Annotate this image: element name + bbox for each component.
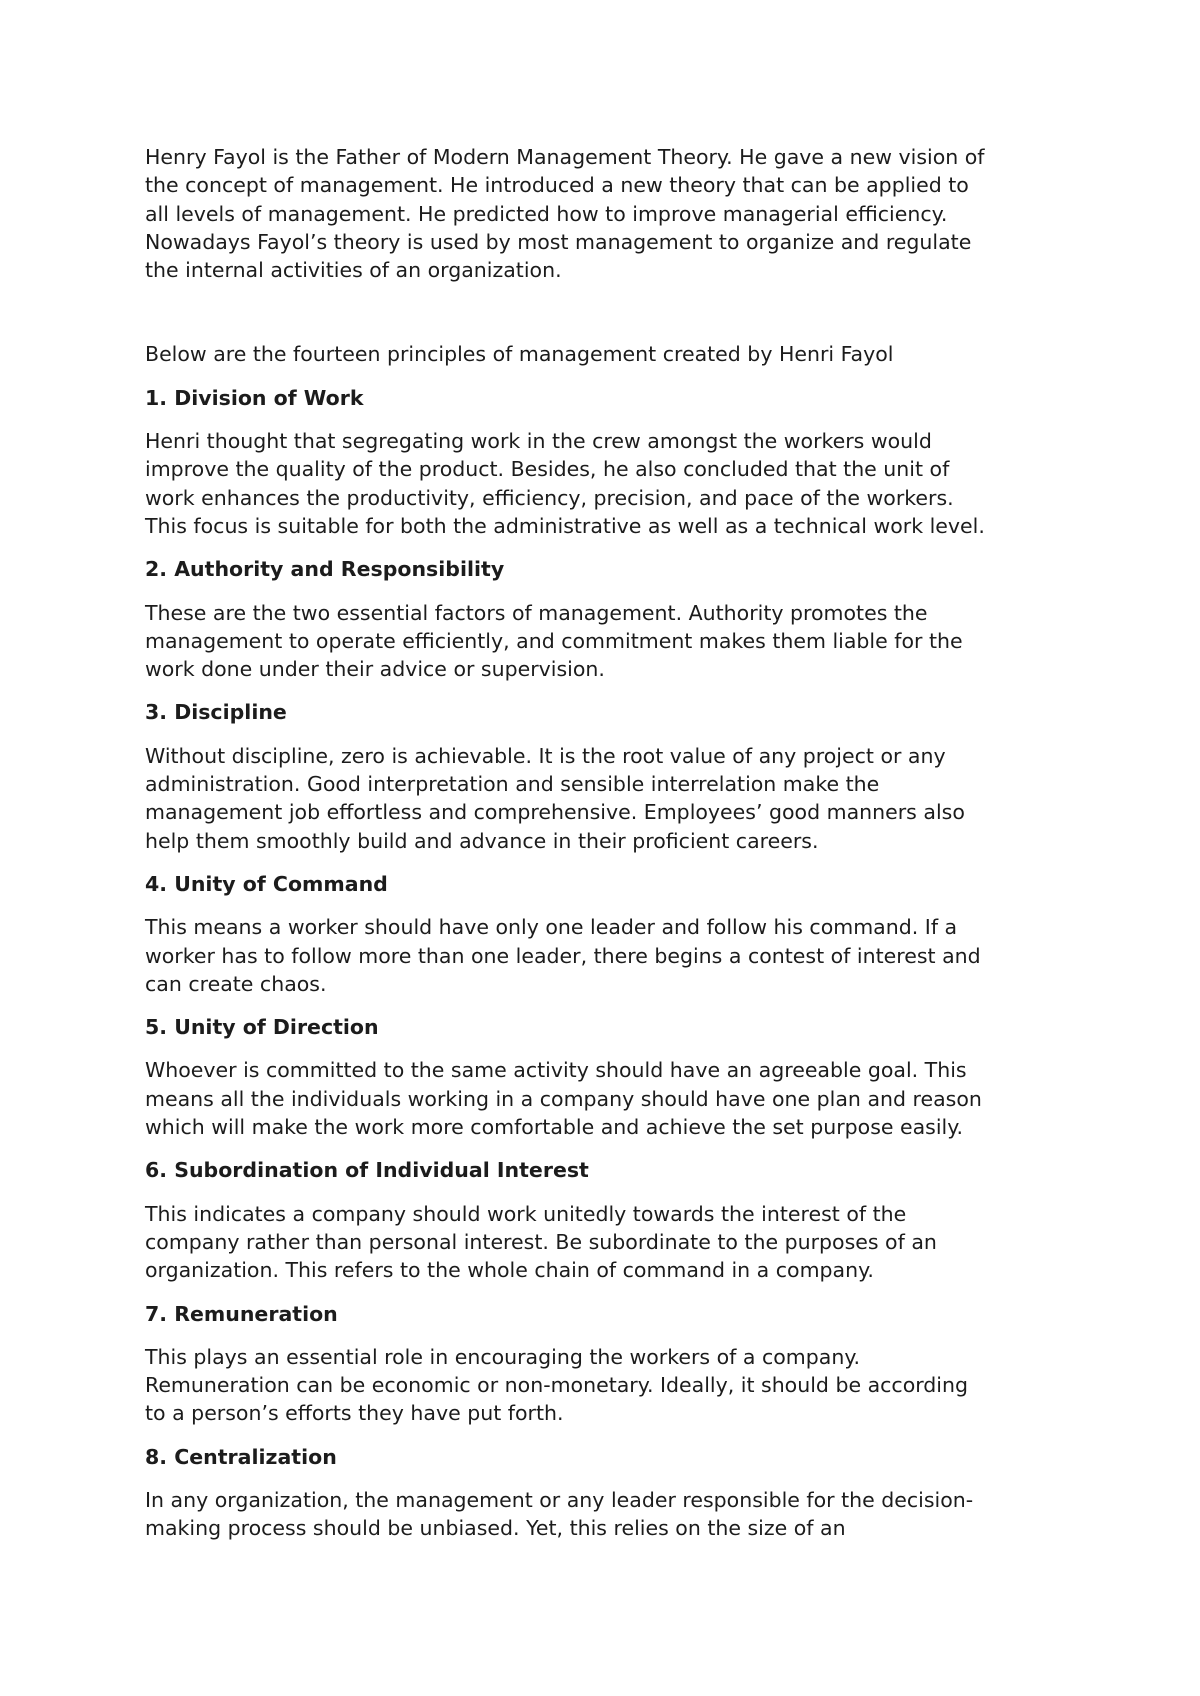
section-body-centralization	[145, 1486, 1075, 1543]
body-line: company rather than personal interest. Be subordinate to the purposes of an	[145, 1229, 937, 1254]
body-line: means all the individuals working in a company should have one plan and reason	[145, 1086, 982, 1111]
intro-line: Nowadays Fayol’s theory is used by most management to organize and regulate	[145, 229, 972, 254]
section-body-discipline	[145, 742, 1075, 855]
body-line: This means a worker should have only one leader and follow his command. If a	[145, 915, 958, 940]
section-heading-unity-of-command: 4. Unity of Command	[145, 871, 388, 896]
section-body-remuneration	[145, 1343, 1075, 1428]
body-line: Henri thought that segregating work in the crew amongst the workers would	[145, 429, 932, 454]
body-line: can create chaos.	[145, 971, 327, 996]
body-line: to a person’s efforts they have put forth.	[145, 1401, 564, 1426]
body-line: administration. Good interpretation and sensible interrelation make the	[145, 772, 880, 797]
body-line: help them smoothly build and advance in their proficient careers.	[145, 828, 819, 853]
body-line: These are the two essential factors of management. Authority promotes the	[145, 600, 928, 625]
body-line: Remuneration can be economic or non-monetary. Ideally, it should be according	[145, 1373, 969, 1398]
body-line: Whoever is committed to the same activity should have an agreeable goal. This	[145, 1058, 967, 1083]
intro-paragraph	[145, 143, 1075, 284]
section-heading-subordination-of-individual-interest: 6. Subordination of Individual Interest	[145, 1158, 589, 1183]
section-body-unity-of-command	[145, 913, 1075, 998]
document-page	[145, 143, 1075, 1558]
body-line: Without discipline, zero is achievable. It is the root value of any project or any	[145, 743, 946, 768]
intro-line: all levels of management. He predicted how to improve managerial efficiency.	[145, 201, 948, 226]
section-heading-remuneration: 7. Remuneration	[145, 1301, 338, 1326]
section-body-subordination-of-individual-interest	[145, 1200, 1075, 1285]
body-line: improve the quality of the product. Besides, he also concluded that the unit of	[145, 457, 950, 482]
body-line: work done under their advice or supervision.	[145, 657, 605, 682]
section-heading-discipline: 3. Discipline	[145, 700, 287, 725]
body-line: management to operate efficiently, and commitment makes them liable for the	[145, 628, 963, 653]
body-line: management job effortless and comprehensive. Employees’ good manners also	[145, 800, 965, 825]
body-line: This focus is suitable for both the administrative as well as a technical work level.	[145, 513, 985, 538]
lead-sentence: Below are the fourteen principles of management created by Henri Fayol	[145, 342, 894, 367]
body-line: This plays an essential role in encouraging the workers of a company.	[145, 1344, 861, 1369]
body-line: This indicates a company should work unitedly towards the interest of the	[145, 1201, 907, 1226]
intro-line: the concept of management. He introduced a new theory that can be applied to	[145, 173, 969, 198]
section-heading-division-of-work: 1. Division of Work	[145, 385, 364, 410]
body-line: In any organization, the management or any leader responsible for the decision-	[145, 1487, 974, 1512]
body-line: organization. This refers to the whole chain of command in a company.	[145, 1258, 874, 1283]
body-line: making process should be unbiased. Yet, this relies on the size of an	[145, 1516, 846, 1541]
intro-line: Henry Fayol is the Father of Modern Management Theory. He gave a new vision of	[145, 145, 985, 169]
section-heading-unity-of-direction: 5. Unity of Direction	[145, 1015, 379, 1040]
section-body-division-of-work	[145, 427, 1075, 540]
intro-line: the internal activities of an organization.	[145, 258, 562, 283]
section-body-authority-and-responsibility	[145, 599, 1075, 684]
section-heading-authority-and-responsibility: 2. Authority and Responsibility	[145, 557, 505, 582]
section-body-unity-of-direction	[145, 1056, 1075, 1141]
body-line: worker has to follow more than one leader, there begins a contest of interest and	[145, 943, 981, 968]
body-line: which will make the work more comfortable and achieve the set purpose easily.	[145, 1115, 963, 1140]
body-line: work enhances the productivity, efficiency, precision, and pace of the workers.	[145, 485, 954, 510]
section-heading-centralization: 8. Centralization	[145, 1444, 337, 1469]
